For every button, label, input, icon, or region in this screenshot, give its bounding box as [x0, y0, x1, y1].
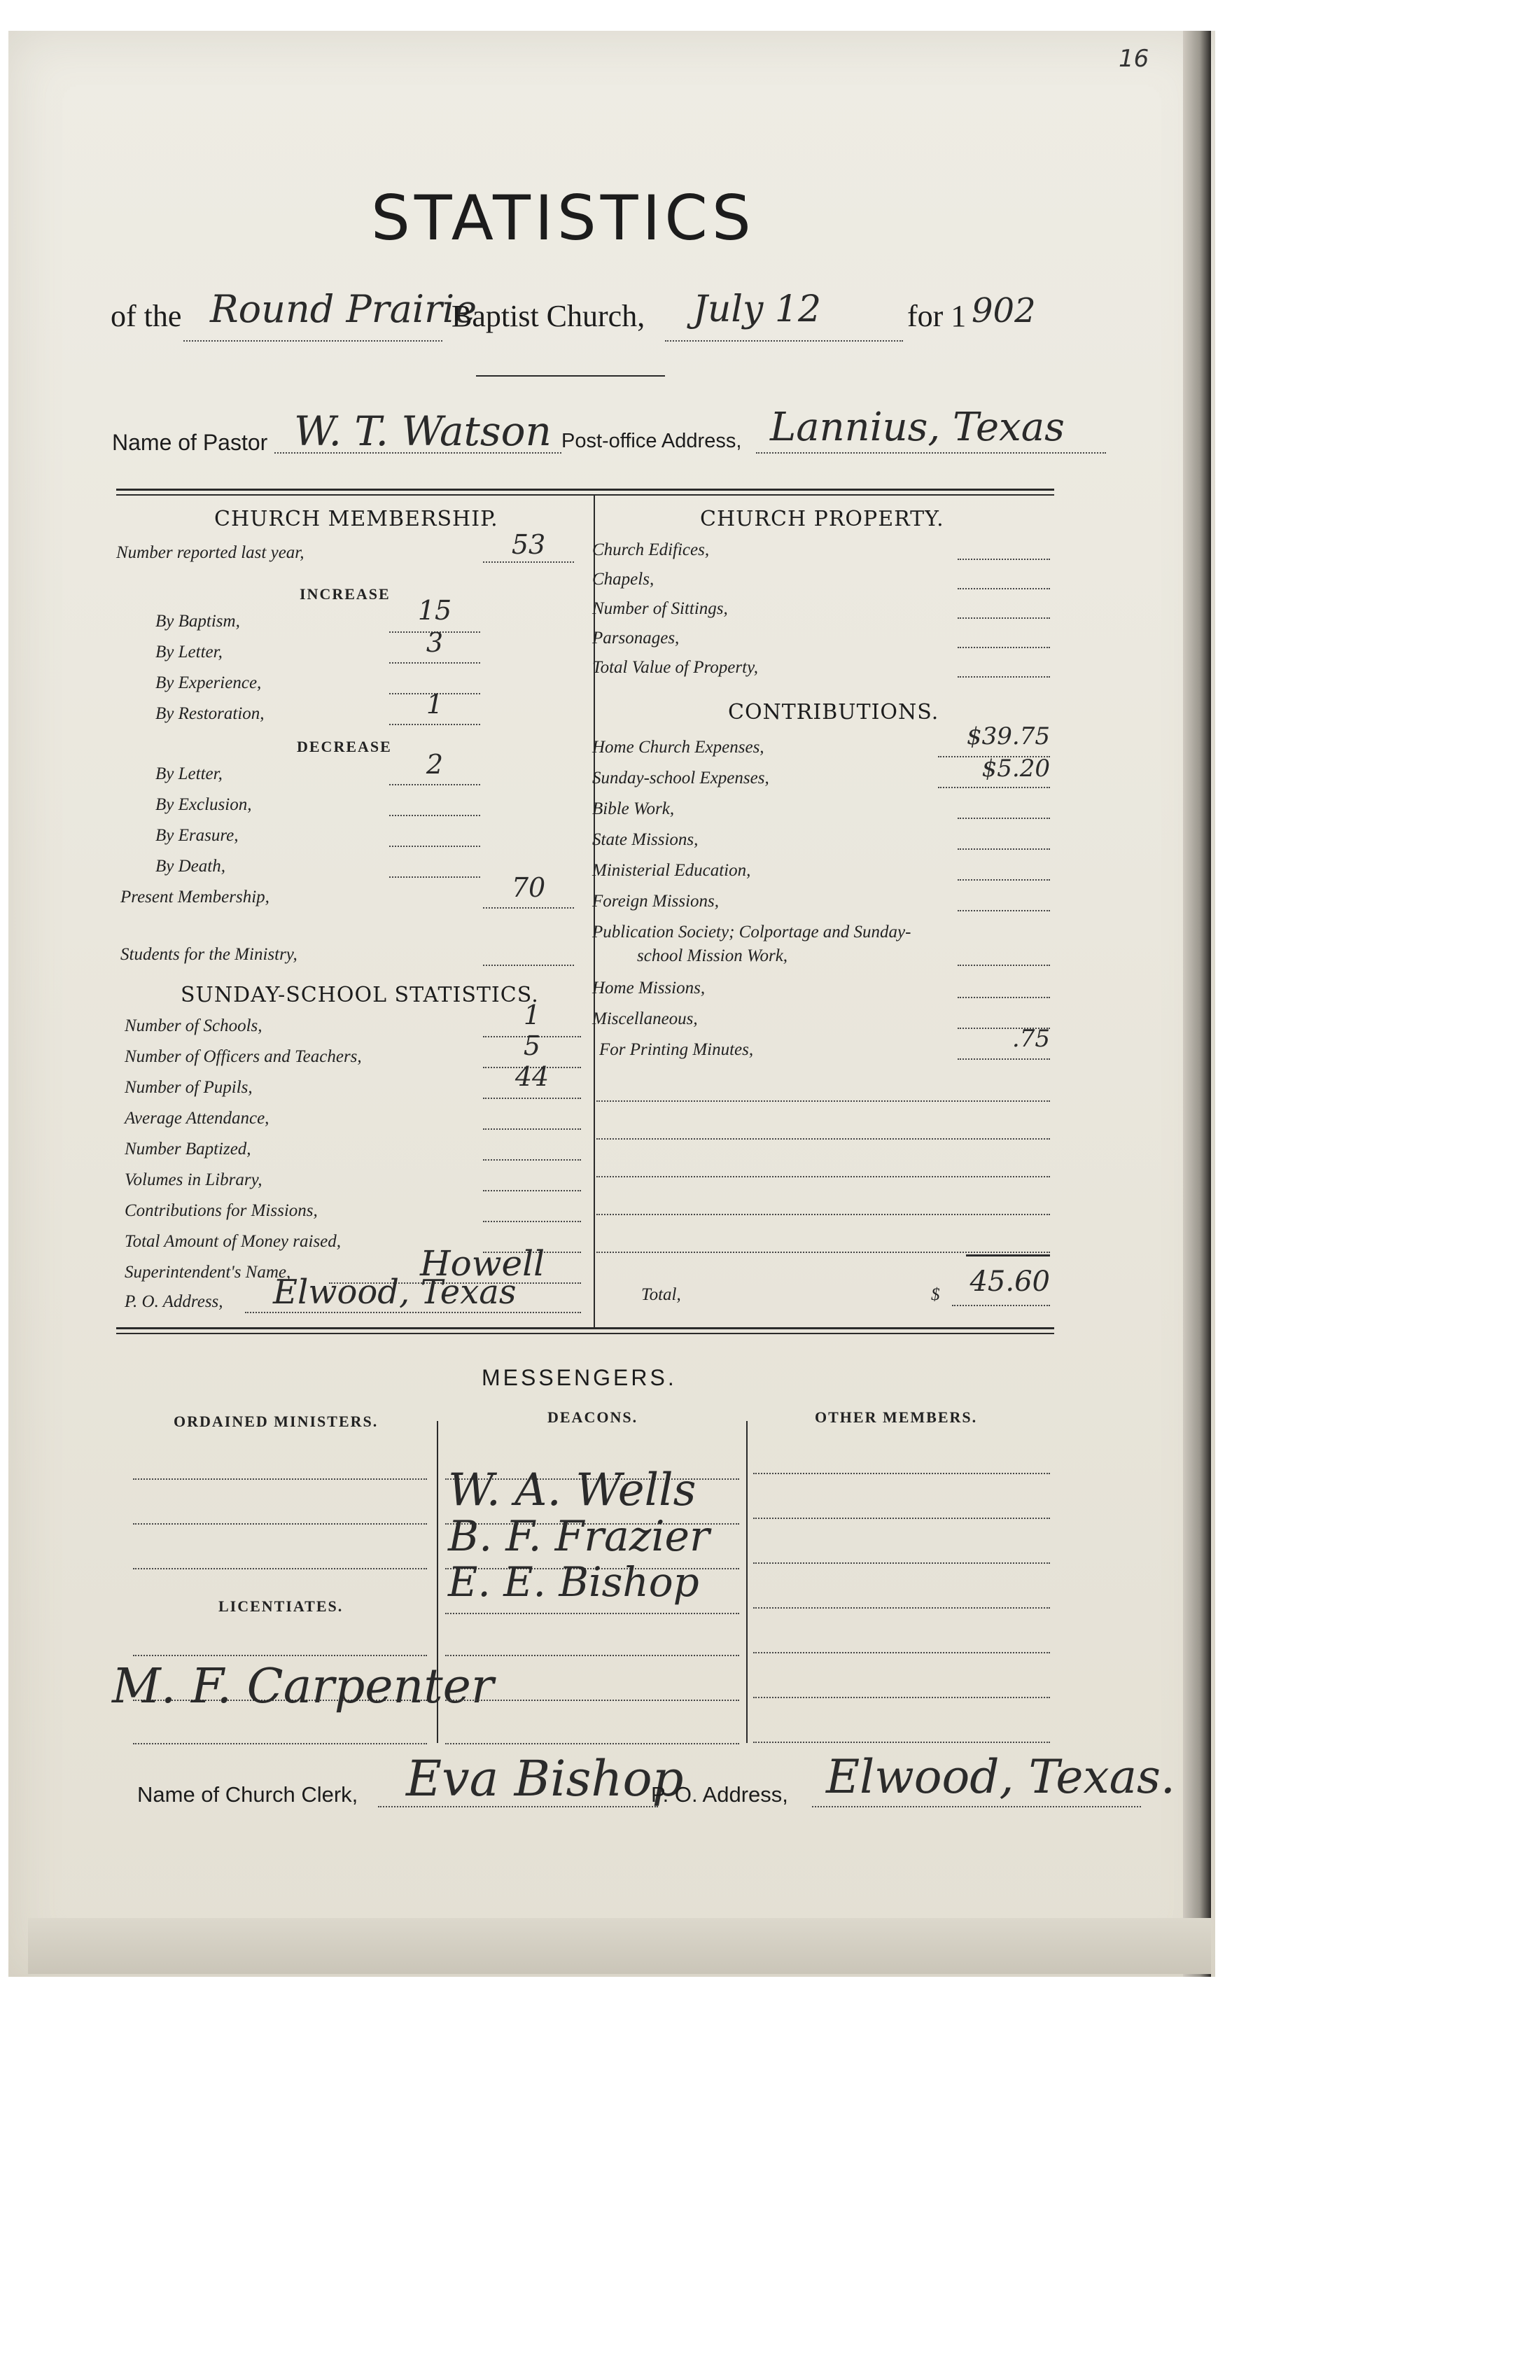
membership-heading: CHURCH MEMBERSHIP. — [214, 507, 498, 531]
students-label: Students for the Ministry, — [120, 945, 298, 964]
superintendent-name: Howell — [420, 1243, 545, 1284]
page-number: 16 — [1119, 45, 1149, 73]
contrib-line-8 — [958, 965, 1050, 966]
licentiate-line-3 — [133, 1743, 427, 1744]
property-label-5: Total Value of Property, — [592, 658, 759, 677]
other-line-1 — [753, 1473, 1050, 1474]
present-label: Present Membership, — [120, 888, 270, 906]
top-rule — [116, 489, 1054, 491]
baptist-church-label: Baptist Church, — [451, 299, 645, 333]
report-date: July 12 — [693, 288, 822, 330]
clerk-name: Eva Bishop — [406, 1750, 684, 1807]
ss-label-7: Contributions for Missions, — [125, 1201, 318, 1220]
property-heading: CHURCH PROPERTY. — [700, 507, 944, 531]
blank-line-2 — [596, 1138, 1050, 1140]
reported-line — [483, 561, 574, 563]
other-line-3 — [753, 1562, 1050, 1564]
contrib-value-1: $39.75 — [967, 722, 1050, 750]
of-the-label: of the — [111, 299, 182, 333]
contrib-label-11: For Printing Minutes, — [599, 1040, 754, 1059]
ss-label-1: Number of Schools, — [125, 1016, 262, 1035]
property-label-3: Number of Sittings, — [592, 599, 728, 618]
pastor-name: W. T. Watson — [294, 407, 552, 455]
ss-label-3: Number of Pupils, — [125, 1078, 253, 1097]
total-rule — [966, 1254, 1050, 1256]
post-office-label: Post-office Address, — [561, 430, 742, 452]
increase-label-3: By Experience, — [155, 673, 262, 692]
contrib-line-5 — [958, 879, 1050, 881]
increase-label-4: By Restoration, — [155, 704, 265, 723]
paper-shadow-edge — [1183, 31, 1211, 1977]
decrease-label-3: By Erasure, — [155, 826, 239, 845]
licentiate-name: M. F. Carpenter — [112, 1659, 494, 1714]
property-line-5 — [958, 676, 1050, 678]
ss-label-2: Number of Officers and Teachers, — [125, 1047, 362, 1066]
contrib-label-4: State Missions, — [592, 830, 699, 849]
present-value: 70 — [511, 872, 546, 903]
clerk-address-line — [812, 1806, 1141, 1807]
ss-value-1: 1 — [523, 1000, 541, 1030]
mid-rule — [116, 1327, 1054, 1329]
licentiate-line-1 — [133, 1655, 427, 1656]
property-line-2 — [958, 588, 1050, 589]
property-line-1 — [958, 559, 1050, 560]
blank-line-3 — [596, 1176, 1050, 1177]
sunday-school-heading: SUNDAY-SCHOOL STATISTICS. — [181, 983, 539, 1007]
clerk-label: Name of Church Clerk, — [137, 1782, 358, 1807]
increase-value-1: 15 — [417, 595, 452, 626]
clerk-po-label: P. O. Address, — [651, 1782, 788, 1807]
contrib-label-3: Bible Work, — [592, 799, 675, 818]
total-dollar: $ — [931, 1285, 940, 1304]
ordained-line-2 — [133, 1523, 427, 1525]
contrib-label-10: Miscellaneous, — [592, 1009, 698, 1028]
for-year-label: for 1 — [907, 299, 967, 333]
reported-value: 53 — [511, 529, 546, 560]
contrib-value-11: .75 — [1011, 1025, 1050, 1053]
increase-value-4: 1 — [426, 689, 444, 720]
deacon-1: W. A. Wells — [448, 1464, 696, 1516]
messengers-divider-2 — [746, 1421, 748, 1743]
other-line-5 — [753, 1652, 1050, 1653]
other-line-7 — [753, 1742, 1050, 1743]
ss-line-5 — [483, 1159, 581, 1161]
ss-label-6: Volumes in Library, — [125, 1170, 262, 1189]
mid-rule-2 — [116, 1333, 1054, 1334]
contrib-label-5: Ministerial Education, — [592, 861, 751, 880]
church-name: Round Prairie — [210, 287, 477, 331]
property-label-2: Chapels, — [592, 570, 654, 589]
contrib-label-8: school Mission Work, — [637, 946, 788, 965]
decrease-line-4 — [389, 876, 480, 878]
blank-line-4 — [596, 1214, 1050, 1215]
header-rule — [476, 375, 665, 377]
ss-po-value: Elwood, Texas — [273, 1273, 517, 1312]
property-line-3 — [958, 617, 1050, 619]
deacons-label: DEACONS. — [547, 1408, 638, 1426]
deacon-line-6 — [445, 1700, 739, 1701]
increase-label-1: By Baptism, — [155, 612, 240, 631]
property-label-1: Church Edifices, — [592, 540, 710, 559]
other-line-4 — [753, 1607, 1050, 1609]
pastor-label: Name of Pastor — [112, 430, 268, 455]
superintendent-label: Superintendent's Name, — [125, 1263, 291, 1282]
ss-po-label: P. O. Address, — [125, 1292, 223, 1311]
contrib-label-2: Sunday-school Expenses, — [592, 769, 769, 788]
deacon-line-4 — [445, 1613, 739, 1614]
blank-line-5 — [596, 1252, 1050, 1253]
total-label: Total, — [641, 1285, 681, 1304]
increase-label-2: By Letter, — [155, 643, 223, 662]
decrease-line-3 — [389, 846, 480, 847]
decrease-label-4: By Death, — [155, 857, 225, 876]
messengers-heading: MESSENGERS. — [482, 1365, 677, 1390]
ss-label-5: Number Baptized, — [125, 1140, 251, 1158]
ss-po-line — [245, 1312, 581, 1313]
date-line — [665, 340, 903, 342]
students-line — [483, 965, 574, 966]
property-line-4 — [958, 647, 1050, 648]
deacon-2: B. F. Frazier — [448, 1512, 710, 1561]
church-name-line — [183, 340, 442, 342]
ss-label-8: Total Amount of Money raised, — [125, 1232, 342, 1251]
total-line — [952, 1305, 1050, 1306]
contrib-label-6: Foreign Missions, — [592, 892, 720, 911]
contrib-line-6 — [958, 910, 1050, 911]
contrib-label-7: Publication Society; Colportage and Sunday- — [592, 923, 911, 941]
increase-line-4 — [389, 724, 480, 725]
ss-line-7 — [483, 1221, 581, 1222]
pastor-address: Lannius, Texas — [770, 405, 1065, 450]
column-divider — [594, 496, 595, 1329]
pastor-address-line — [756, 452, 1106, 454]
other-line-6 — [753, 1697, 1050, 1698]
contrib-label-1: Home Church Expenses, — [592, 738, 764, 757]
ordained-ministers-label: ORDAINED MINISTERS. — [174, 1413, 379, 1430]
contrib-line-2 — [938, 787, 1050, 788]
contrib-line-9 — [958, 997, 1050, 998]
licentiates-label: LICENTIATES. — [218, 1597, 344, 1615]
deacon-3: E. E. Bishop — [448, 1558, 699, 1606]
ss-line-4 — [483, 1128, 581, 1130]
increase-value-2: 3 — [426, 627, 444, 658]
paper-bottom-edge — [28, 1918, 1211, 1974]
decrease-heading: DECREASE — [297, 738, 392, 755]
ss-value-2: 5 — [523, 1030, 541, 1061]
contrib-line-3 — [958, 818, 1050, 819]
present-line — [483, 907, 574, 909]
ss-line-6 — [483, 1190, 581, 1191]
contributions-heading: CONTRIBUTIONS. — [728, 700, 939, 724]
contrib-line-11 — [958, 1058, 1050, 1060]
ordained-line-3 — [133, 1568, 427, 1569]
ordained-line-1 — [133, 1478, 427, 1480]
contrib-value-2: $5.20 — [981, 755, 1050, 783]
top-rule-2 — [116, 494, 1054, 496]
decrease-label-2: By Exclusion, — [155, 795, 252, 814]
deacon-line-5 — [445, 1655, 739, 1656]
deacon-line-7 — [445, 1743, 739, 1744]
reported-label: Number reported last year, — [116, 543, 304, 562]
page-title: STATISTICS — [371, 182, 755, 254]
blank-line-1 — [596, 1100, 1050, 1102]
clerk-address: Elwood, Texas. — [826, 1750, 1175, 1804]
decrease-label-1: By Letter, — [155, 764, 223, 783]
contrib-line-4 — [958, 848, 1050, 850]
report-year: 902 — [972, 291, 1036, 330]
decrease-line-2 — [389, 815, 480, 816]
contrib-label-9: Home Missions, — [592, 979, 706, 997]
ss-line-3 — [483, 1098, 581, 1099]
ss-value-3: 44 — [514, 1061, 550, 1092]
decrease-line-1 — [389, 784, 480, 785]
increase-line-2 — [389, 662, 480, 664]
total-value: 45.60 — [969, 1266, 1050, 1298]
other-members-label: OTHER MEMBERS. — [815, 1408, 978, 1426]
other-line-2 — [753, 1518, 1050, 1519]
ss-label-4: Average Attendance, — [125, 1109, 270, 1128]
property-label-4: Parsonages, — [592, 629, 680, 648]
decrease-value-1: 2 — [426, 749, 444, 780]
increase-heading: INCREASE — [300, 585, 391, 603]
